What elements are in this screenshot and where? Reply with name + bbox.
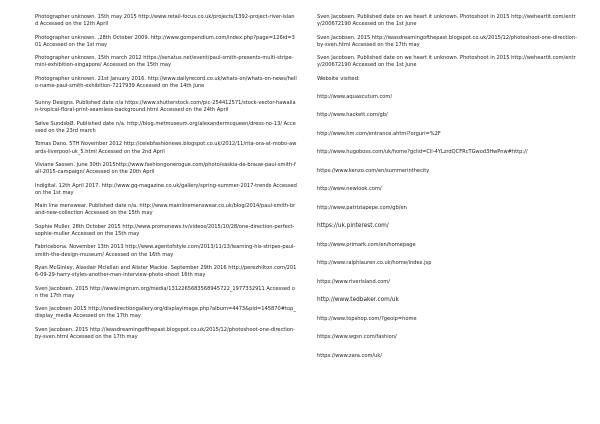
website-link[interactable]: https://uk.pinterest.com/: [317, 223, 389, 230]
reference-entry: Sølve SundsbØ. Published date n/a. http://blog.metmuseum.org/alexandermcqueen/dress-no-13/ Accessed on the 23rd march: [35, 120, 296, 134]
website-link[interactable]: http://www.hugoboss.com/uk/home?gclid=Cli-4YLzrdQCFRcTGwod3HwPnw#http://: [317, 149, 528, 156]
reference-entry: Sven Jacobsen. Published date on we heart it unknown. Photoshoot in 2015 http://weheartit.com/entry/200672190 Accessed on the 1st June: [317, 14, 576, 28]
websites-heading: Website visited:: [317, 75, 360, 82]
left-column: [35, 14, 297, 347]
reference-entry: Sophie Muller. 28th October 2015 http://www.promonews.tv/videos/2015/10/28/one-direction-perfect-sophie-muller Accessed on the 15th may: [35, 223, 295, 237]
website-link[interactable]: https://www.riverisland.com/: [317, 278, 390, 285]
reference-entry: Tomas Dano. 5TH November 2012 http://celebfashionews.blogspot.co.uk/2012/11/rita-ora-at-mobo-awards-liverpool-uk_5.html Accessed on the 2nd April: [35, 141, 297, 155]
website-link[interactable]: http://www.aquascutum.com/: [317, 93, 393, 100]
website-link[interactable]: https://www.zara.com/uk/: [317, 352, 383, 359]
reference-entry: Photographer unknown. 15th march 2012 https://senatus.net/event/paul-smith-presents-multi-stripe-mini-exhibition-singapore/ Accessed on the 15th may: [35, 55, 294, 69]
website-link[interactable]: https://www.kenzo.com/en/summerinthecity: [317, 167, 430, 174]
website-link[interactable]: http://www.primark.com/en/homepage: [317, 241, 416, 248]
website-link[interactable]: http://www.tedbaker.com/uk: [317, 297, 399, 304]
reference-entry: Viviane Sassen. June 30th 2015http://www.fashiongonerogue.com/photo/saskia-de-brauw-paul-smith-fall-2015-campaign/ Accessed on the 20th April: [35, 161, 296, 176]
reference-entry: Photographer unknown. 21st January 2016. http://www.dailyrecord.co.uk/whats-on/whats-on-news/hello-name-paul-smith-exhibition-7217939 Accessed on the 14th June: [35, 75, 297, 89]
website-link[interactable]: http://www.newlook.com/: [317, 186, 382, 193]
reference-entry: Sven Jacobsen. Published date on we heart it unknown. Photoshoot in 2015 http://weheartit.com/entry/200672190 Accessed on the 1st June: [317, 55, 576, 69]
right-column: [317, 14, 579, 371]
reference-entry: Indigital. 12th April 2017. http://www.gq-magazine.co.uk/gallery/spring-summer-2017-trends Accessed on the 1st may: [35, 182, 297, 196]
reference-entry: Sven Jacobsen. 2015 http://iwasdreamingofthepast.blogspot.co.uk/2015/12/photoshoot-one-direction-by-sven.html Accessed on the 17th may: [317, 34, 577, 48]
reference-entry: Sven Jacobsen. 2015 http://iwasdreamingofthepast.blogspot.co.uk/2015/12/photoshoot-one-direction-by-sven.html Accessed on the 17th may: [35, 326, 295, 340]
website-link[interactable]: http://www.ralphlauren.co.uk/home/index.jsp: [317, 260, 432, 267]
website-link[interactable]: http://www.topshop.com/?geoip=home: [317, 315, 417, 322]
reference-entry: Sven Jacobsen 2015 http://onedirectiongallery.org/displayimage.php?album=4473&pid=145870#top_display_media Accessed on the 17th may: [35, 306, 296, 320]
reference-entry: Ryan McGinley, Alasdair Mclellan and Alister Mackie. September 29th 2016 http://perezhilton.com/2016-09-29-harry-styles-another-man-interview-photo-shoot 16th may: [35, 264, 297, 279]
reference-entry: Photographer unknown. 15th may 2015 http://www.retail-focus.co.uk/projects/1392-project-river-island Accessed on the 12th April: [35, 14, 295, 28]
website-link[interactable]: http://www.hackett.com/gb/: [317, 112, 388, 119]
reference-entry: Sven Jacobsen. 2015 http://www.imgrum.org/media/1312265683568945722_1977332911 Accessed on the 17th may: [35, 285, 295, 299]
website-link[interactable]: https://www.wgsn.com/fashion/: [317, 334, 397, 341]
reference-entry: Main line menswear. Published date n/a. http://www.mainlinemenswear.co.uk/blog/2014/paul-smith-brand-new-collection Accessed on the 15th may: [35, 203, 296, 217]
reference-entry: Sunny Designs. Published date n/a https://www.shutterstock.com/pic-254412571/stock-vector-hawaiian-tropical-floral-print-seamless-background.html Accessed on the 24th April: [35, 100, 296, 114]
reference-entry: Fabricebona. November 13th 2013 http://www.agentofstyle.com/2013/11/13/learning-his-stripes-paul-smith-the-design-museum/ Accessed on the 16th may: [35, 244, 296, 258]
website-link[interactable]: http://www.patriziapepe.com/gb/en: [317, 204, 407, 211]
website-link[interactable]: http://www.hm.com/entrance.ahtml?orguri=%2F: [317, 130, 441, 137]
reference-entry: Photographer unknown. ,28th October 2009. http://www.gompendium.com/index.php?page=126id=301 Accessed on the 1st may: [35, 34, 295, 48]
